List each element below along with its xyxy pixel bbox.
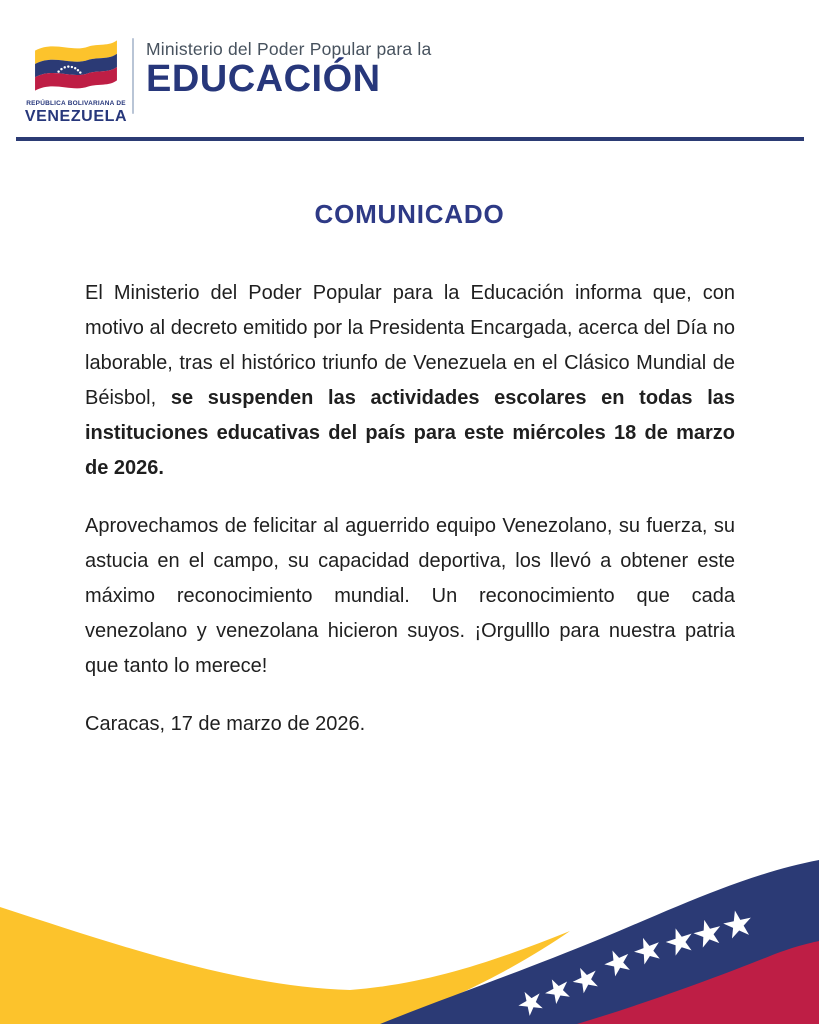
document-body: [85, 276, 735, 765]
wave-stars-arc: [514, 908, 754, 1019]
wave-navy: [380, 860, 819, 1024]
ministry-header: [24, 36, 432, 126]
logo-country-text: VENEZUELA: [24, 107, 128, 125]
logo-republic-text: REPÚBLICA BOLIVARIANA DE: [26, 100, 126, 107]
ministry-title-block: [146, 36, 431, 100]
dateline: Caracas, 17 de marzo de 2026.: [85, 713, 366, 735]
paragraph-congratulations: Aprovechamos de felicitar al aguerrido equipo Venezolano, su fuerza, su astucia en el campo, su capacidad deportiva, los llevó a obtener este máximo reconocimiento mundial. Un reconocimiento que cada venezolano y venezolana hicieron suyos. ¡Orgulllo para nuestra patria que tanto lo merece!: [85, 515, 735, 677]
paragraph-announcement-bold: se suspenden las actividades escolares en todas las instituciones educativas del país para este miércoles 18 de marzo de 2026.: [85, 387, 735, 479]
ministry-subtitle: Ministerio del Poder Popular para la: [146, 39, 432, 59]
paragraph-announcement-normal: El Ministerio del Poder Popular para la Educación informa que, con motivo al decreto emitido por la Presidenta Encargada, acerca del Día no laborable, tras el histórico triunfo de Venezuela en el Clásico Mundial de Béisbol,: [85, 282, 735, 409]
header-rule: [16, 137, 804, 141]
footer-flag-wave: [0, 834, 819, 1024]
document-title: COMUNICADO: [314, 199, 505, 229]
paragraph-announcement: [85, 276, 735, 486]
wave-yellow: [0, 907, 570, 1024]
venezuela-flag-icon: [33, 36, 119, 94]
ministry-name: EDUCACIÓN: [146, 58, 381, 101]
republic-logo: [24, 36, 128, 126]
wave-red: [577, 941, 819, 1024]
header-divider: [132, 38, 134, 114]
